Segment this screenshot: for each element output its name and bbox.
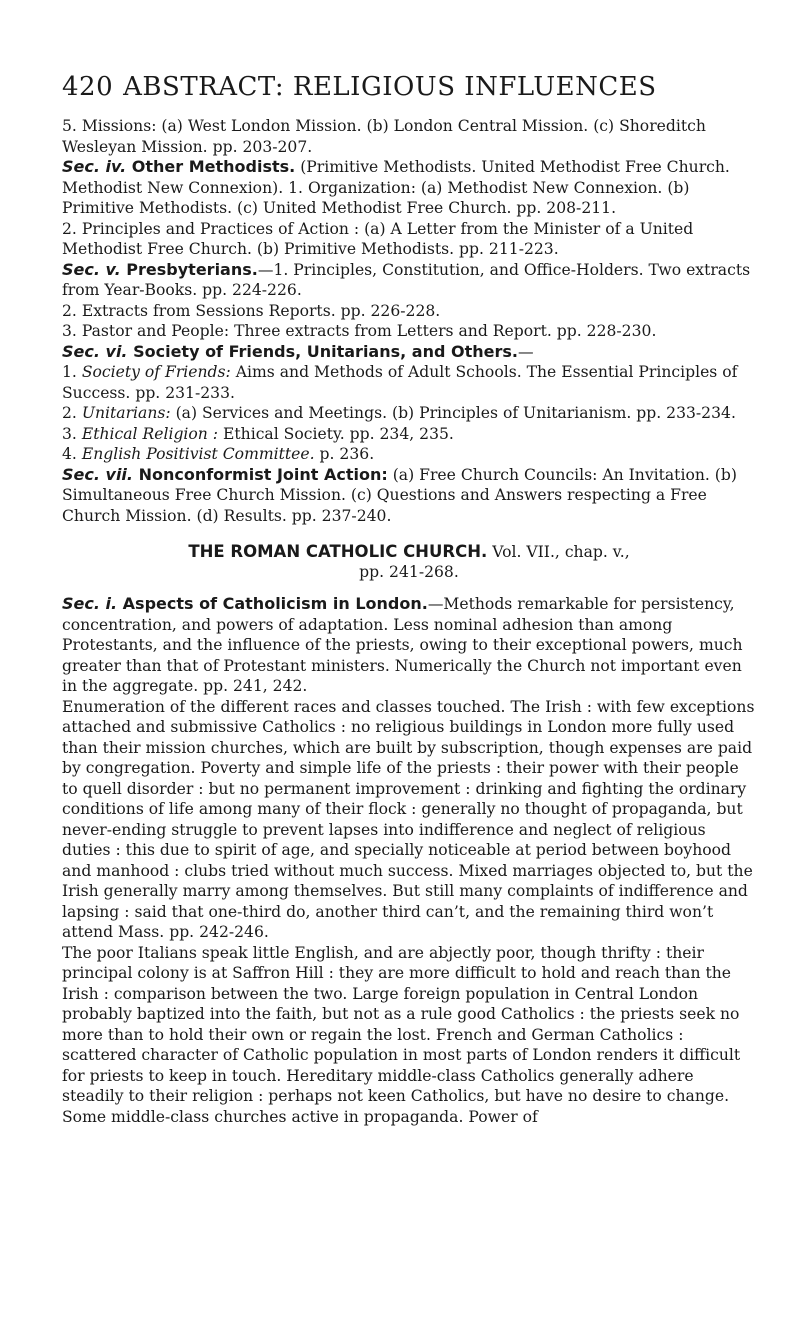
running-head: [62, 72, 756, 102]
missions-entry: 5. Missions: (a) West London Mission. (b) London Central Mission. (c) Shoreditch Wesleyan Mission. pp. 203-207.: [62, 117, 706, 156]
section-iv-text: (Primitive Methodists. United Methodist Free Church. Methodist New Connexion). 1. Organization: (a) Methodist New Connexion. (b) Primitive Methodists. (c) United Methodist Free Church. pp. 208-211.: [62, 158, 730, 217]
section-vii: [62, 465, 756, 527]
section-v-heading: Sec. v. Presbyterians.: [62, 259, 258, 279]
page-header-title: ABSTRACT: RELIGIOUS INFLUENCES: [123, 72, 657, 102]
society-of-friends-label: Society of Friends:: [81, 363, 231, 381]
section-iv-heading: Sec. iv. Other Methodists.: [62, 157, 296, 176]
unitarians-label: Unitarians:: [81, 404, 171, 422]
section-i-text: —Methods remarkable for persistency, concentration, and powers of adaptation. Less nominal adhesion than among Protestants, and the influence of the priests, owing to their exceptional powers, much greater than that of Protestant ministers. Numerically the Church not important even in the aggregate. pp. 241, 242.: [62, 595, 743, 695]
section-vi-item-2: 2. Unitarians: (a) Services and Meetings. (b) Principles of Unitarianism. pp. 233-234.: [62, 404, 736, 422]
abstract-body: [62, 116, 756, 1127]
section-i-heading: Sec. i. Aspects of Catholicism in London.: [62, 594, 428, 613]
positivist-committee-label: English Positivist Committee.: [81, 445, 315, 463]
ethical-religion-label: Ethical Religion :: [81, 424, 219, 443]
chapter-title: THE ROMAN CATHOLIC CHURCH.: [188, 542, 488, 561]
section-v-text: —1. Principles, Constitution, and Office-Holders. Two extracts from Year-Books. pp. 224-226.: [62, 260, 751, 299]
section-v-item-3: 3. Pastor and People: Three extracts from Letters and Report. pp. 228-230.: [62, 322, 657, 340]
italians-paragraph: The poor Italians speak little English, and are abjectly poor, though thrifty : their principal colony is at Saffron Hill : they are more difficult to hold and reach than the Irish : comparison between the two. Large foreign population in Central London probably baptized into the faith, but not as a rule good Catholics : the priests seek no more than to hold their own or regain the lost. French and German Catholics : scattered character of Catholic population in most parts of London renders it difficult for priests to keep in touch. Hereditary middle-class Catholics generally adhere steadily to their religion : perhaps not keen Catholics, but have no desire to change. Some middle-class churches active in propaganda. Power of: [62, 943, 741, 1126]
irish-paragraph: Enumeration of the different races and classes touched. The Irish : with few exceptions attached and submissive Catholics : no religious buildings in London more fully used than their mission churches, which are built by subscription, though expenses are paid by congregation. Poverty and simple life of the priests : their power with their people to quell disorder : but no permanent improvement : drinking and fighting the ordinary conditions of life among many of their flock : generally no thought of propaganda, but never-ending struggle to prevent lapses into indifference and neglect of religious duties : this due to spirit of age, and specially noticeable at period between boyhood and manhood : clubs tried without much success. Mixed marriages objected to, but the Irish generally marry among themselves. But still many complaints of indifference and lapsing : said that one-third do, another third can’t, and the remaining third won’t attend Mass. pp. 242-246.: [62, 697, 755, 941]
section-vi-item-4: 4. English Positivist Committee. p. 236.: [62, 445, 375, 463]
chapter-reference: Vol. VII., chap. v.,: [487, 543, 630, 561]
page-number: 420: [62, 72, 114, 102]
section-vi: Sec. vi. Society of Friends, Unitarians, and Others.— 1. Society of Friends: Aims and Methods of Adult Schools. The Essential Principles of Success. pp. 231-233.: [62, 341, 738, 402]
section-v: [62, 260, 756, 301]
section-vi-heading: Sec. vi. Society of Friends, Unitarians, and Others.: [62, 341, 518, 361]
section-i: [62, 594, 756, 697]
section-v-item-2: 2. Extracts from Sessions Reports. pp. 226-228.: [62, 301, 441, 320]
section-vi-item-3: 3. Ethical Religion : Ethical Society. pp. 234, 235.: [62, 424, 454, 443]
section-vii-text: (a) Free Church Councils: An Invitation. (b) Simultaneous Free Church Mission. (c) Questions and Answers respecting a Free Church Mission. (d) Results. pp. 237-240.: [62, 465, 737, 525]
section-iv: [62, 157, 756, 219]
chapter-heading: [62, 542, 756, 582]
section-iv-item-2: 2. Principles and Practices of Action : (a) A Letter from the Minister of a United Methodist Free Church. (b) Primitive Methodists. pp. 211-223.: [62, 219, 694, 258]
section-vii-heading: Sec. vii. Nonconformist Joint Action:: [62, 464, 388, 484]
chapter-pages: pp. 241-268.: [359, 563, 459, 581]
